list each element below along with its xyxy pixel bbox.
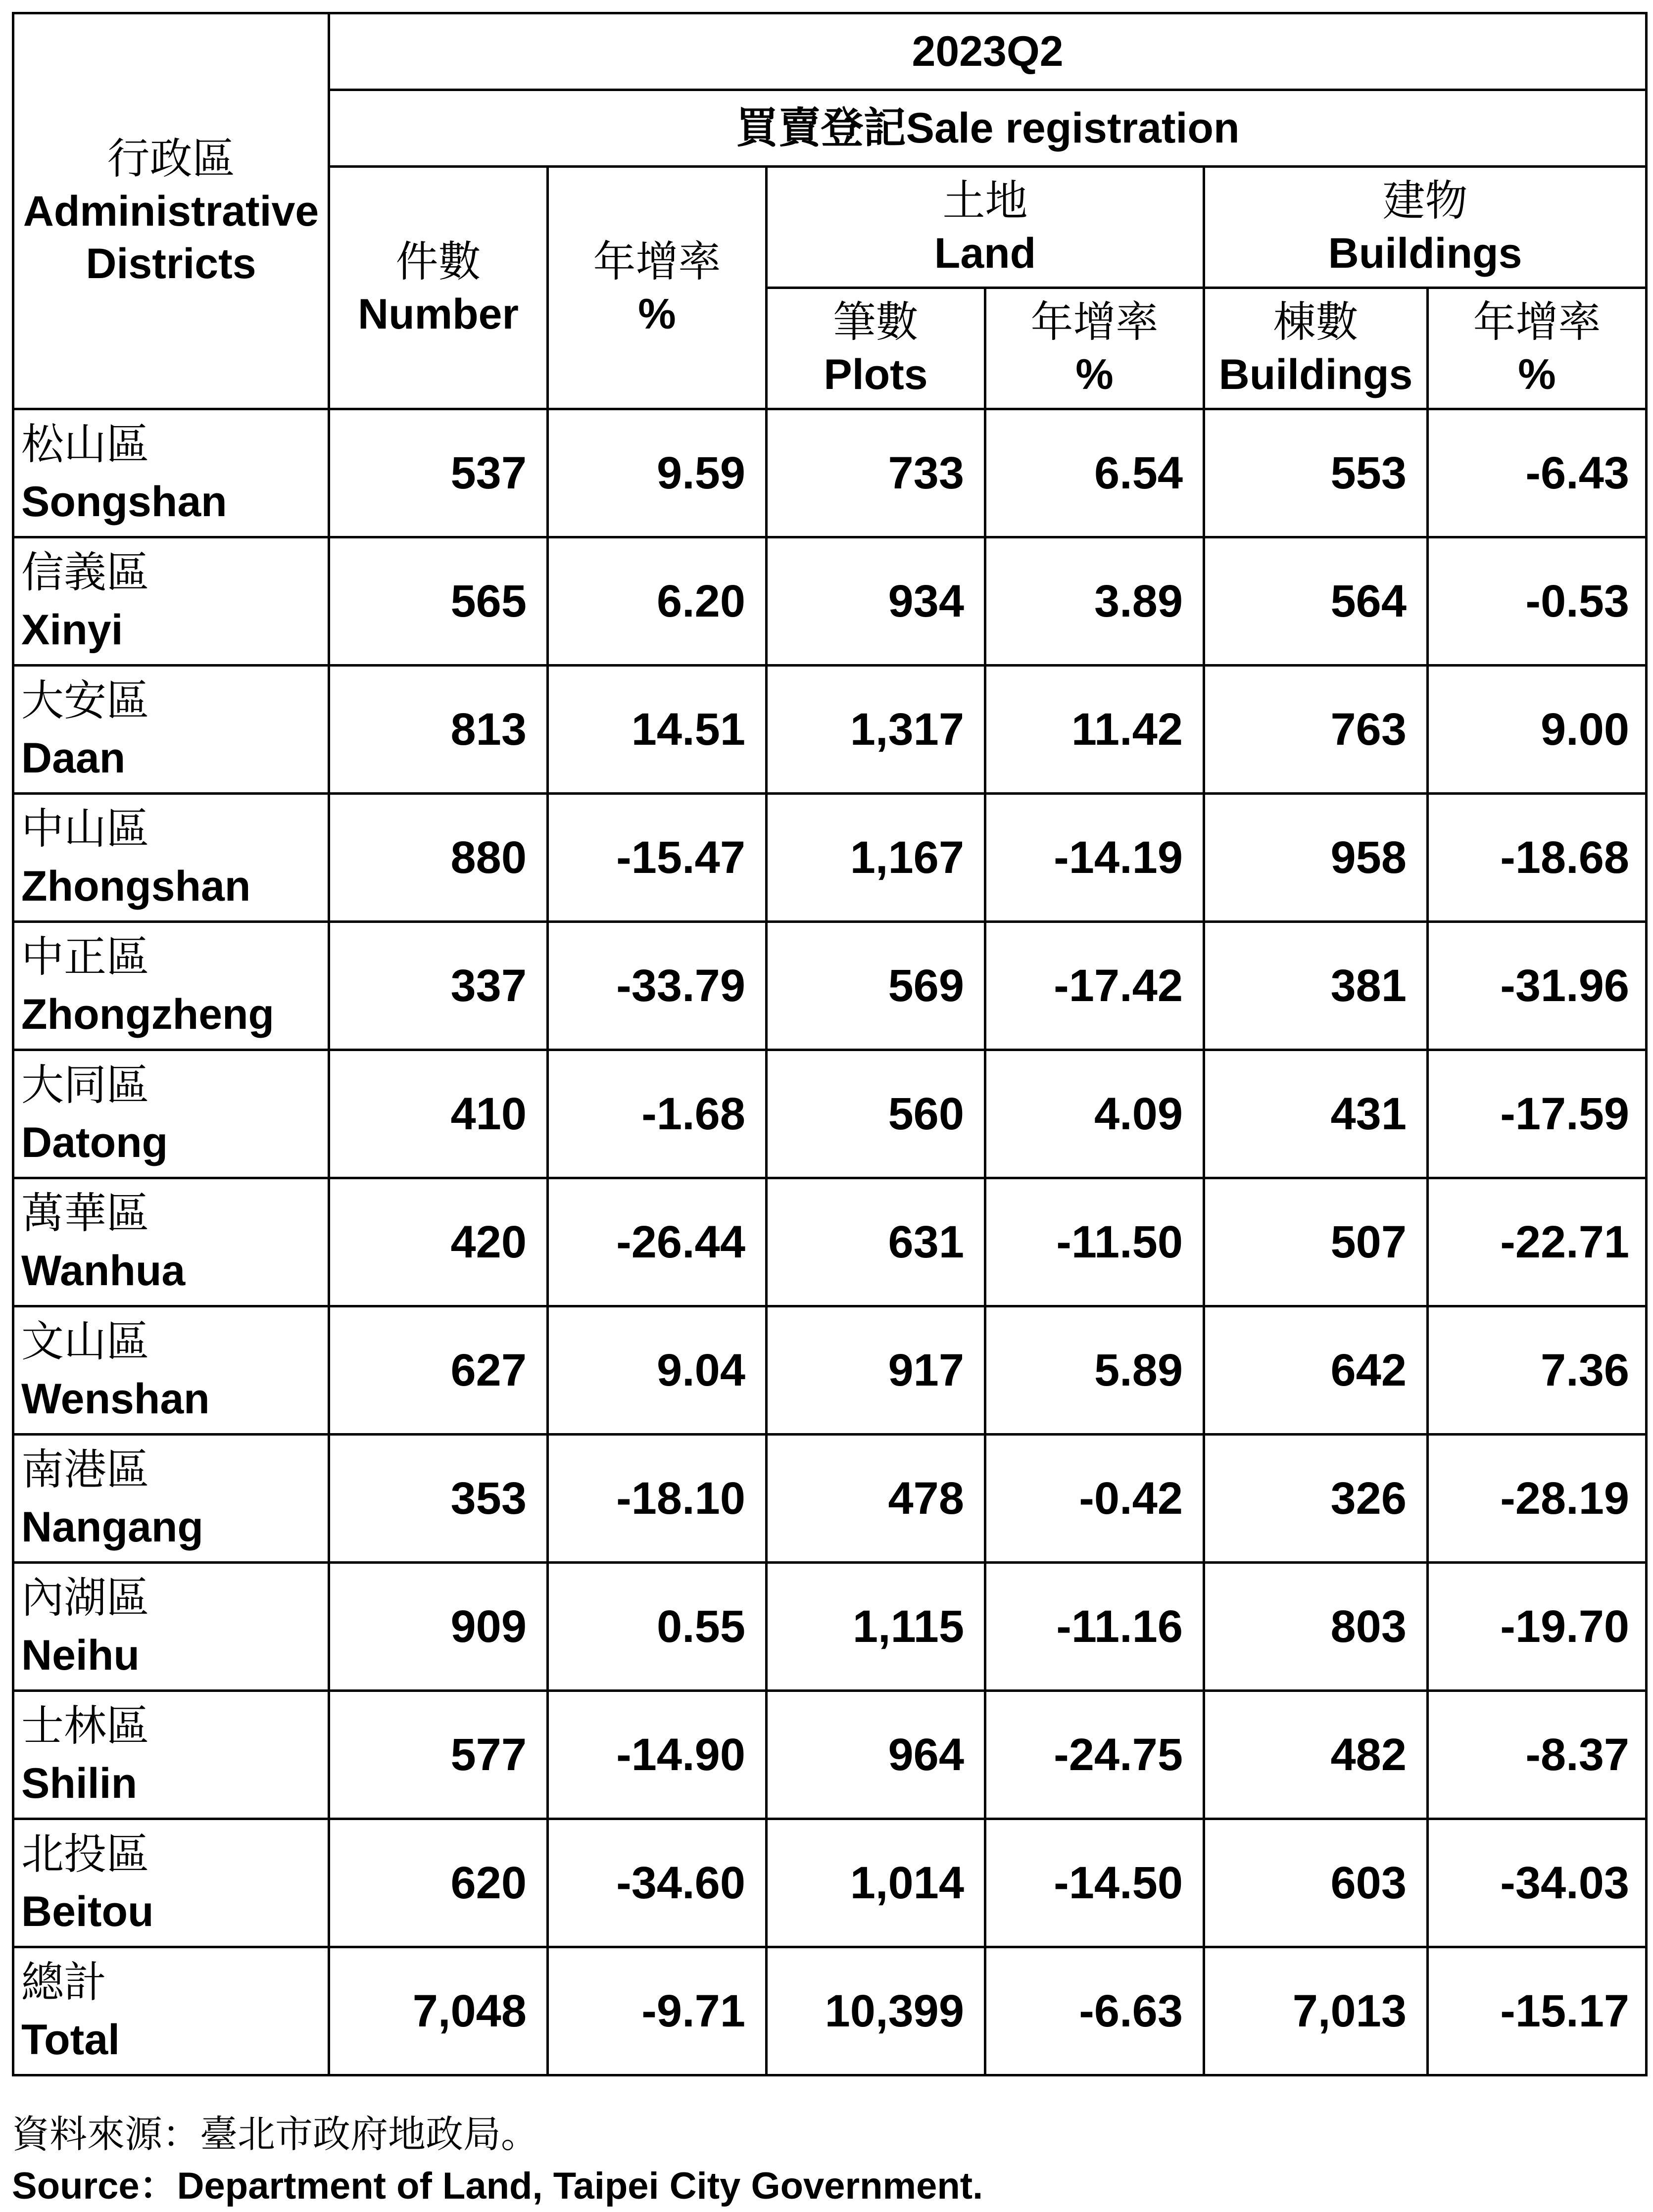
number-column-header [329,167,548,409]
buildings-growth-cell: -19.70 [1428,1563,1647,1691]
plots-growth-cell: -14.50 [985,1819,1204,1947]
buildings-growth-cell: -28.19 [1428,1435,1647,1563]
plots-growth-cell: -24.75 [985,1691,1204,1819]
number-cell: 577 [329,1691,548,1819]
buildings-growth-cell: -6.43 [1428,409,1647,537]
source-note-zh: 資料來源：臺北市政府地政局。 [12,2114,538,2156]
period-header: 2023Q2 [329,13,1647,90]
buildings-growth-cell: -31.96 [1428,922,1647,1050]
total-row [13,1947,1647,2075]
district-header-en-2: Districts [86,240,256,288]
buildings-growth-cell: 7.36 [1428,1306,1647,1435]
number-cell: 627 [329,1306,548,1435]
source-note-en: Source：Department of Land, Taipei City Government. [12,2165,983,2207]
number-growth-cell: -34.60 [548,1819,767,1947]
number-growth-cell: -9.71 [548,1947,767,2075]
plots-cell: 934 [767,537,985,666]
land-group-header [767,167,1204,288]
number-growth-cell: -1.68 [548,1050,767,1178]
district-name-en: Datong [21,1119,168,1166]
district-name-zh: 文山區 [21,1318,149,1365]
district-name-zh: 總計 [21,1959,106,2006]
district-header-en-1: Administrative [23,187,319,235]
buildings-group-header [1204,167,1647,288]
category-header-label: 買賣登記Sale registration [735,104,1240,152]
district-name-en: Wenshan [21,1375,210,1423]
plots-cell: 569 [767,922,985,1050]
number-growth-cell: 14.51 [548,666,767,794]
number-growth-cell: -26.44 [548,1178,767,1306]
table-row [13,1050,1647,1178]
buildings-header-en: Buildings [1328,230,1522,277]
number-cell: 420 [329,1178,548,1306]
table-row [13,666,1647,794]
buildings-growth-cell: -17.59 [1428,1050,1647,1178]
buildings-cell: 326 [1204,1435,1428,1563]
district-cell [13,1691,329,1819]
plots-growth-cell: -6.63 [985,1947,1204,2075]
plots-cell: 10,399 [767,1947,985,2075]
plots-growth-cell: -17.42 [985,922,1204,1050]
district-name-zh: 大安區 [21,677,149,724]
district-name-zh: 士林區 [21,1702,149,1750]
table-row [13,1178,1647,1306]
plots-growth-cell: 3.89 [985,537,1204,666]
buildings-growth-cell: -34.03 [1428,1819,1647,1947]
district-cell [13,1819,329,1947]
number-growth-cell: 9.04 [548,1306,767,1435]
number-growth-column-header [548,167,767,409]
plots-growth-cell: -11.16 [985,1563,1204,1691]
district-cell [13,1947,329,2075]
number-cell: 353 [329,1435,548,1563]
number-cell: 565 [329,537,548,666]
buildings-cell: 381 [1204,922,1428,1050]
district-name-zh: 大同區 [21,1061,149,1109]
buildings-cell: 553 [1204,409,1428,537]
units-growth-header-unit: % [1518,351,1556,398]
number-cell: 813 [329,666,548,794]
district-name-en: Songshan [21,478,227,526]
number-growth-cell: 6.20 [548,537,767,666]
buildings-cell: 431 [1204,1050,1428,1178]
land-header-zh: 土地 [942,177,1028,225]
buildings-growth-cell: 9.00 [1428,666,1647,794]
district-column-header [13,13,329,409]
district-name-en: Zhongzheng [21,991,275,1038]
buildings-cell: 803 [1204,1563,1428,1691]
district-cell [13,1435,329,1563]
district-cell [13,537,329,666]
plots-growth-header-unit: % [1075,351,1114,398]
plots-cell: 733 [767,409,985,537]
header-row-period [13,13,1647,90]
table-row [13,794,1647,922]
buildings-cell: 564 [1204,537,1428,666]
table-row [13,1819,1647,1947]
district-name-zh: 中山區 [21,805,149,853]
plots-growth-cell: 11.42 [985,666,1204,794]
number-growth-cell: -14.90 [548,1691,767,1819]
number-header-zh: 件數 [395,238,481,286]
number-growth-header-unit: % [638,290,676,338]
buildings-cell: 507 [1204,1178,1428,1306]
buildings-cell: 603 [1204,1819,1428,1947]
buildings-growth-cell: -15.17 [1428,1947,1647,2075]
number-growth-cell: -33.79 [548,922,767,1050]
district-name-zh: 萬華區 [21,1190,149,1237]
district-cell [13,1563,329,1691]
table-row [13,409,1647,537]
plots-cell: 631 [767,1178,985,1306]
table-row [13,1435,1647,1563]
district-header-zh: 行政區 [107,135,235,183]
plots-cell: 478 [767,1435,985,1563]
district-name-en: Wanhua [21,1247,186,1295]
number-growth-cell: 0.55 [548,1563,767,1691]
buildings-cell: 642 [1204,1306,1428,1435]
sale-registration-table [12,12,1648,2076]
district-name-zh: 南港區 [21,1446,149,1493]
table-row [13,922,1647,1050]
plots-cell: 964 [767,1691,985,1819]
district-cell [13,922,329,1050]
number-cell: 880 [329,794,548,922]
buildings-growth-cell: -22.71 [1428,1178,1647,1306]
plots-column-header [767,288,985,409]
district-cell [13,666,329,794]
number-growth-cell: -18.10 [548,1435,767,1563]
plots-growth-cell: -11.50 [985,1178,1204,1306]
statistics-sheet [12,12,1645,2076]
units-header-zh: 棟數 [1273,298,1359,346]
buildings-cell: 482 [1204,1691,1428,1819]
number-cell: 620 [329,1819,548,1947]
plots-growth-cell: 4.09 [985,1050,1204,1178]
plots-cell: 917 [767,1306,985,1435]
table-row [13,537,1647,666]
buildings-cell: 958 [1204,794,1428,922]
district-name-zh: 信義區 [21,549,149,596]
district-name-en: Beitou [21,1888,154,1935]
number-growth-header-zh: 年增率 [593,238,721,286]
district-cell [13,1306,329,1435]
number-header-en: Number [358,290,519,338]
plots-header-en: Plots [824,351,928,398]
district-name-en: Nangang [21,1503,203,1551]
number-cell: 537 [329,409,548,537]
buildings-growth-cell: -8.37 [1428,1691,1647,1819]
district-name-en: Neihu [21,1632,140,1679]
district-cell [13,409,329,537]
district-cell [13,794,329,922]
plots-cell: 1,014 [767,1819,985,1947]
buildings-cell: 763 [1204,666,1428,794]
district-cell [13,1050,329,1178]
source-note [12,2109,983,2212]
table-row [13,1691,1647,1819]
units-header-en: Buildings [1218,351,1413,398]
table-row [13,1306,1647,1435]
district-name-zh: 北投區 [21,1830,149,1878]
number-cell: 410 [329,1050,548,1178]
plots-growth-cell: 6.54 [985,409,1204,537]
district-name-zh: 松山區 [21,421,149,468]
category-header [329,90,1647,167]
buildings-header-zh: 建物 [1382,177,1468,225]
plots-cell: 560 [767,1050,985,1178]
district-name-zh: 中正區 [21,933,149,981]
number-cell: 909 [329,1563,548,1691]
plots-growth-column-header [985,288,1204,409]
units-growth-header-zh: 年增率 [1473,298,1601,346]
district-name-zh: 內湖區 [21,1574,149,1622]
district-name-en: Xinyi [21,606,123,654]
units-column-header [1204,288,1428,409]
number-growth-cell: 9.59 [548,409,767,537]
district-name-en: Daan [21,734,126,782]
plots-growth-header-zh: 年增率 [1030,298,1159,346]
plots-cell: 1,167 [767,794,985,922]
district-name-en: Total [21,2016,120,2064]
plots-growth-cell: 5.89 [985,1306,1204,1435]
buildings-cell: 7,013 [1204,1947,1428,2075]
district-cell [13,1178,329,1306]
number-cell: 337 [329,922,548,1050]
plots-cell: 1,317 [767,666,985,794]
plots-growth-cell: -0.42 [985,1435,1204,1563]
land-header-en: Land [934,230,1036,277]
district-name-en: Shilin [21,1760,138,1807]
units-growth-column-header [1428,288,1647,409]
plots-cell: 1,115 [767,1563,985,1691]
number-growth-cell: -15.47 [548,794,767,922]
plots-growth-cell: -14.19 [985,794,1204,922]
number-cell: 7,048 [329,1947,548,2075]
district-name-en: Zhongshan [21,863,251,910]
table-row [13,1563,1647,1691]
buildings-growth-cell: -0.53 [1428,537,1647,666]
buildings-growth-cell: -18.68 [1428,794,1647,922]
plots-header-zh: 筆數 [833,298,919,346]
